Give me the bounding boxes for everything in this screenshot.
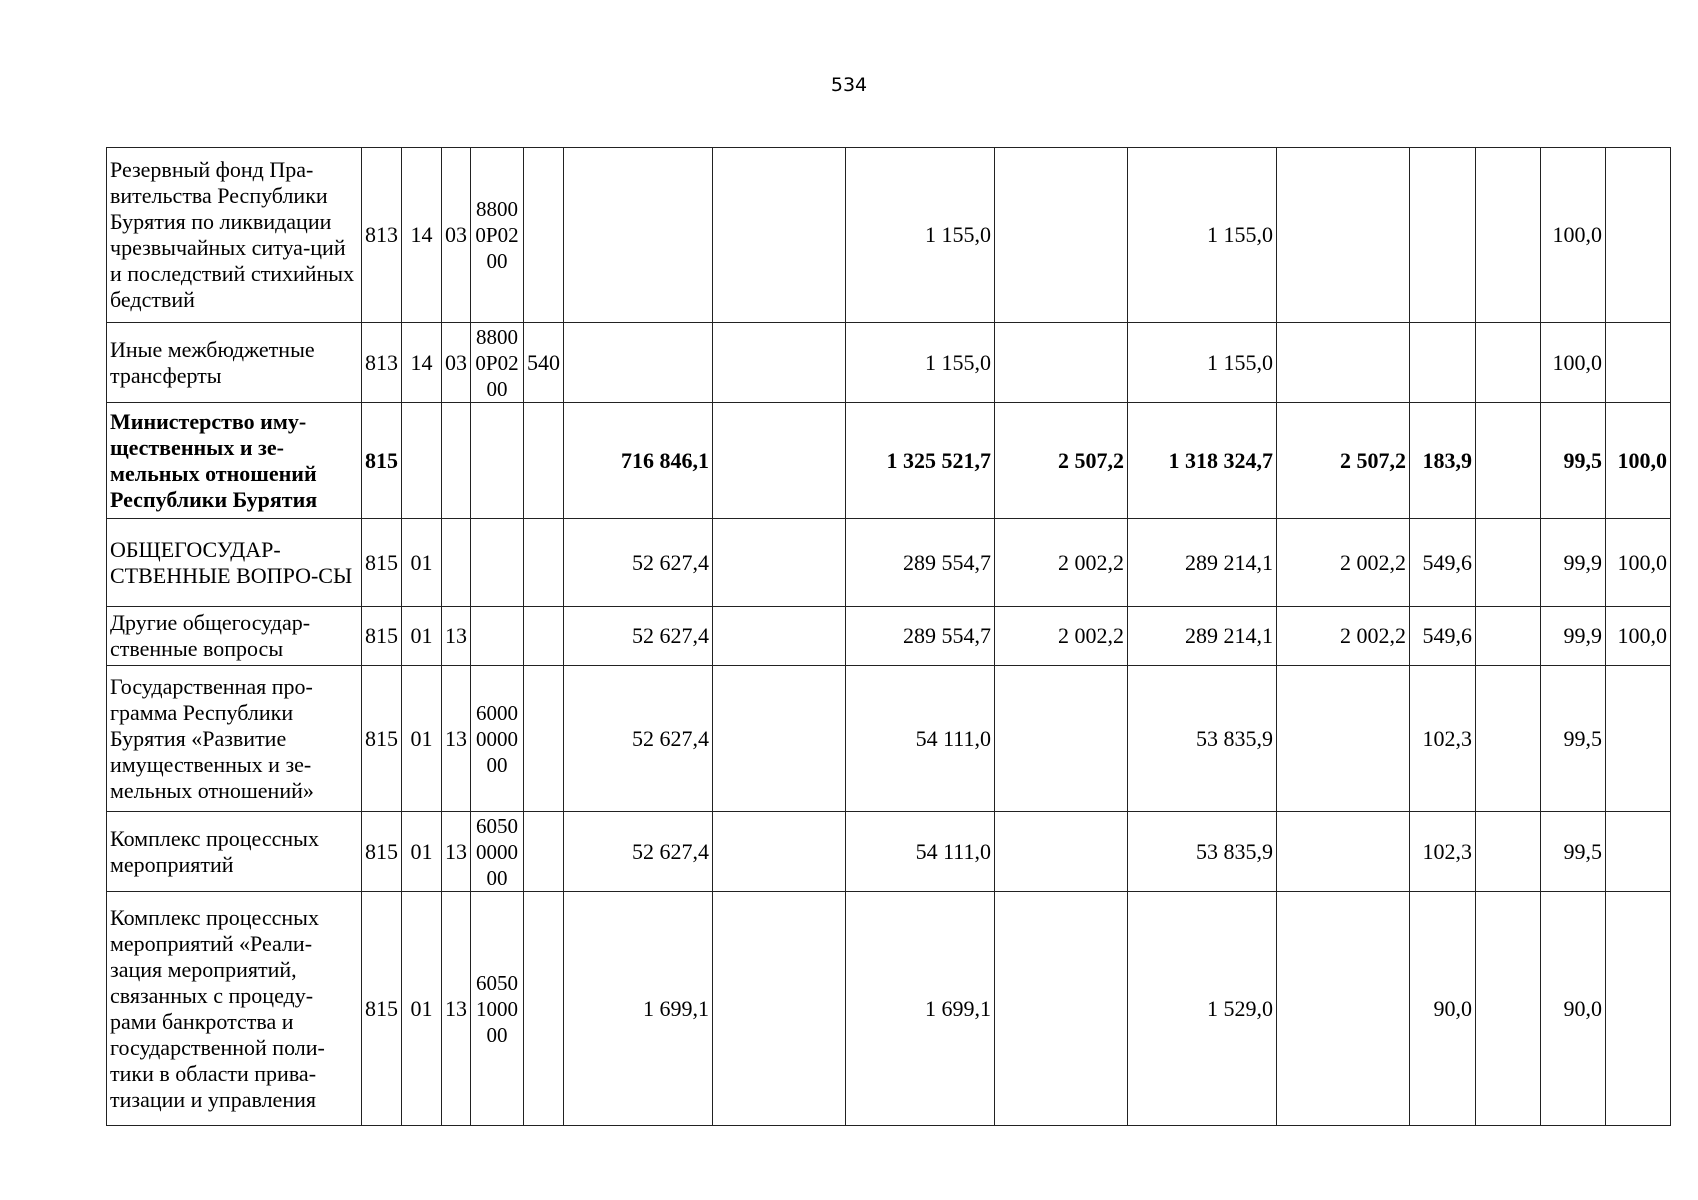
row-name: ОБЩЕГОСУДАР-СТВЕННЫЕ ВОПРО-СЫ [107,519,362,607]
subsection-code: 13 [442,666,471,812]
row-name: Комплекс процессных мероприятий [107,812,362,892]
percent-cell: 99,9 [1541,519,1606,607]
percent-cell [1476,323,1541,403]
amount-cell: 53 835,9 [1128,812,1277,892]
percent-cell: 100,0 [1541,148,1606,323]
section-code: 01 [402,666,442,812]
target-article-code: 6050 0000 00 [471,812,524,892]
percent-cell: 183,9 [1410,403,1476,519]
percent-cell: 102,3 [1410,666,1476,812]
grbs-code: 813 [362,148,402,323]
amount-cell: 2 002,2 [1277,519,1410,607]
amount-cell: 53 835,9 [1128,666,1277,812]
grbs-code: 815 [362,519,402,607]
page-number: 534 [830,74,868,96]
target-article-code: 8800 0Р02 00 [471,323,524,403]
amount-cell: 2 002,2 [995,607,1128,666]
amount-cell: 1 155,0 [846,148,995,323]
amount-cell [995,323,1128,403]
grbs-code: 815 [362,403,402,519]
percent-cell: 549,6 [1410,519,1476,607]
amount-cell [1277,892,1410,1126]
amount-cell: 1 699,1 [564,892,713,1126]
amount-cell [995,148,1128,323]
amount-cell [713,812,846,892]
expense-type-code [524,403,564,519]
percent-cell: 99,9 [1541,607,1606,666]
amount-cell [713,148,846,323]
target-article-code [471,607,524,666]
percent-cell [1476,666,1541,812]
subsection-code: 03 [442,148,471,323]
section-code [402,403,442,519]
amount-cell: 54 111,0 [846,666,995,812]
section-code: 14 [402,323,442,403]
amount-cell [713,403,846,519]
amount-cell: 52 627,4 [564,812,713,892]
expense-type-code [524,607,564,666]
amount-cell: 2 507,2 [995,403,1128,519]
amount-cell: 54 111,0 [846,812,995,892]
amount-cell: 1 155,0 [1128,148,1277,323]
row-name: Другие общегосудар-ственные вопросы [107,607,362,666]
percent-cell [1476,812,1541,892]
amount-cell [1277,323,1410,403]
amount-cell [995,666,1128,812]
percent-cell [1606,812,1671,892]
target-article-code: 8800 0Р02 00 [471,148,524,323]
table-row [107,519,1671,607]
percent-cell: 100,0 [1541,323,1606,403]
amount-cell [1277,148,1410,323]
percent-cell: 99,5 [1541,812,1606,892]
section-code: 01 [402,607,442,666]
grbs-code: 815 [362,607,402,666]
amount-cell: 1 318 324,7 [1128,403,1277,519]
subsection-code: 13 [442,607,471,666]
percent-cell: 100,0 [1606,403,1671,519]
percent-cell [1476,403,1541,519]
subsection-code: 13 [442,892,471,1126]
amount-cell [713,323,846,403]
target-article-code [471,403,524,519]
percent-cell [1410,148,1476,323]
percent-cell [1606,148,1671,323]
amount-cell: 52 627,4 [564,519,713,607]
expense-type-code [524,148,564,323]
expense-type-code [524,892,564,1126]
percent-cell: 100,0 [1606,607,1671,666]
section-code: 01 [402,519,442,607]
section-code: 14 [402,148,442,323]
row-name: Иные межбюджетные трансферты [107,323,362,403]
percent-cell [1476,148,1541,323]
percent-cell: 100,0 [1606,519,1671,607]
grbs-code: 813 [362,323,402,403]
expense-type-code [524,666,564,812]
amount-cell [713,892,846,1126]
amount-cell: 2 002,2 [995,519,1128,607]
section-code: 01 [402,812,442,892]
amount-cell: 2 507,2 [1277,403,1410,519]
row-name: Государственная про-грамма Республики Бурятия «Развитие имущественных и зе-мельных отношений» [107,666,362,812]
amount-cell [713,666,846,812]
amount-cell [1277,666,1410,812]
amount-cell [1277,812,1410,892]
percent-cell [1476,607,1541,666]
target-article-code: 6050 1000 00 [471,892,524,1126]
percent-cell [1410,323,1476,403]
amount-cell [564,148,713,323]
grbs-code: 815 [362,892,402,1126]
table-row [107,607,1671,666]
amount-cell [713,607,846,666]
amount-cell: 52 627,4 [564,607,713,666]
subsection-code: 13 [442,812,471,892]
percent-cell [1476,519,1541,607]
percent-cell [1606,323,1671,403]
percent-cell: 99,5 [1541,403,1606,519]
amount-cell [564,323,713,403]
target-article-code: 6000 0000 00 [471,666,524,812]
subsection-code [442,519,471,607]
percent-cell [1606,892,1671,1126]
amount-cell [713,519,846,607]
table-row [107,403,1671,519]
percent-cell: 90,0 [1410,892,1476,1126]
row-name: Комплекс процессных мероприятий «Реали-зация мероприятий, связанных с процеду-рами банкротства и государственной поли-тики в области прива-тизации и управления [107,892,362,1126]
target-article-code [471,519,524,607]
percent-cell: 99,5 [1541,666,1606,812]
percent-cell [1476,892,1541,1126]
amount-cell: 52 627,4 [564,666,713,812]
percent-cell [1606,666,1671,812]
row-name: Резервный фонд Пра-вительства Республики Бурятия по ликвидации чрезвычайных ситуа-ций и последствий стихийных бедствий [107,148,362,323]
amount-cell [995,812,1128,892]
amount-cell: 1 325 521,7 [846,403,995,519]
amount-cell: 289 214,1 [1128,607,1277,666]
table-row [107,892,1671,1126]
grbs-code: 815 [362,666,402,812]
amount-cell: 716 846,1 [564,403,713,519]
amount-cell: 1 155,0 [1128,323,1277,403]
subsection-code: 03 [442,323,471,403]
table-row [107,812,1671,892]
amount-cell: 289 214,1 [1128,519,1277,607]
amount-cell: 1 155,0 [846,323,995,403]
grbs-code: 815 [362,812,402,892]
amount-cell: 1 529,0 [1128,892,1277,1126]
row-name: Министерство иму-щественных и зе-мельных отношений Республики Бурятия [107,403,362,519]
table-row [107,666,1671,812]
expense-type-code [524,519,564,607]
subsection-code [442,403,471,519]
amount-cell: 289 554,7 [846,607,995,666]
table-row [107,148,1671,323]
section-code: 01 [402,892,442,1126]
amount-cell: 289 554,7 [846,519,995,607]
percent-cell: 102,3 [1410,812,1476,892]
budget-table [106,147,1671,1126]
expense-type-code [524,812,564,892]
expense-type-code: 540 [524,323,564,403]
percent-cell: 90,0 [1541,892,1606,1126]
table-row [107,323,1671,403]
amount-cell [995,892,1128,1126]
amount-cell: 1 699,1 [846,892,995,1126]
percent-cell: 549,6 [1410,607,1476,666]
amount-cell: 2 002,2 [1277,607,1410,666]
